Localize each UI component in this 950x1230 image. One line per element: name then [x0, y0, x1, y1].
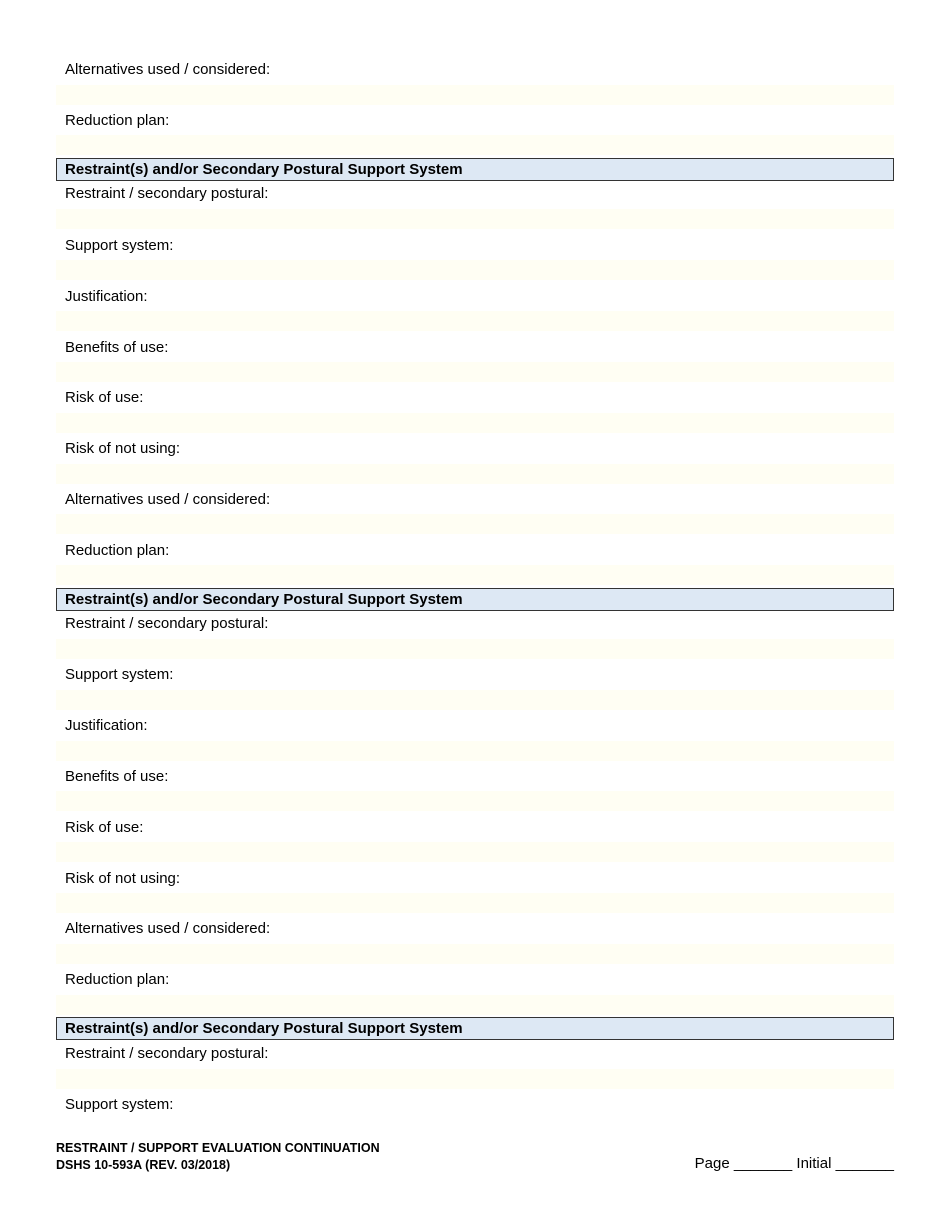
section-header	[56, 588, 894, 611]
alternatives-label: Alternatives used / considered:	[65, 920, 271, 937]
footer-form-title: RESTRAINT / SUPPORT EVALUATION CONTINUATION	[56, 1141, 380, 1155]
risk-of-use-label: Risk of use:	[65, 819, 144, 836]
footer-form-number: DSHS 10-593A (REV. 03/2018)	[56, 1158, 231, 1172]
reduction-plan-input[interactable]	[56, 565, 894, 585]
section-header-title: Restraint(s) and/or Secondary Postural Support System	[65, 1020, 463, 1037]
section-header-title: Restraint(s) and/or Secondary Postural Support System	[65, 591, 463, 608]
risk-of-not-using-input[interactable]	[56, 893, 894, 913]
benefits-of-use-label: Benefits of use:	[65, 339, 169, 356]
risk-of-use-input[interactable]	[56, 842, 894, 862]
risk-of-not-using-label: Risk of not using:	[65, 870, 181, 887]
restraint-secondary-postural-label: Restraint / secondary postural:	[65, 185, 269, 202]
reduction-plan-input[interactable]	[56, 995, 894, 1015]
risk-of-not-using-label: Risk of not using:	[65, 440, 181, 457]
support-system-label: Support system:	[65, 237, 174, 254]
footer-page-initial: Page _______ Initial _______	[694, 1155, 894, 1172]
support-system-input[interactable]	[56, 690, 894, 710]
restraint-secondary-postural-input[interactable]	[56, 1069, 894, 1089]
reduction-plan-input[interactable]	[56, 135, 894, 155]
support-system-label: Support system:	[65, 1096, 174, 1113]
justification-input[interactable]	[56, 741, 894, 761]
restraint-secondary-postural-label: Restraint / secondary postural:	[65, 1045, 269, 1062]
alternatives-input[interactable]	[56, 514, 894, 534]
justification-input[interactable]	[56, 311, 894, 331]
reduction-plan-label: Reduction plan:	[65, 542, 170, 559]
support-system-input[interactable]	[56, 260, 894, 280]
reduction-plan-label: Reduction plan:	[65, 112, 170, 129]
justification-label: Justification:	[65, 288, 148, 305]
risk-of-not-using-input[interactable]	[56, 464, 894, 484]
benefits-of-use-label: Benefits of use:	[65, 768, 169, 785]
benefits-of-use-input[interactable]	[56, 791, 894, 811]
restraint-secondary-postural-input[interactable]	[56, 209, 894, 229]
risk-of-use-input[interactable]	[56, 413, 894, 433]
benefits-of-use-input[interactable]	[56, 362, 894, 382]
alternatives-label: Alternatives used / considered:	[65, 491, 271, 508]
reduction-plan-label: Reduction plan:	[65, 971, 170, 988]
alternatives-input[interactable]	[56, 944, 894, 964]
section-header	[56, 158, 894, 181]
justification-label: Justification:	[65, 717, 148, 734]
restraint-secondary-postural-label: Restraint / secondary postural:	[65, 615, 269, 632]
section-header	[56, 1017, 894, 1040]
alternatives-label: Alternatives used / considered:	[65, 61, 271, 78]
risk-of-use-label: Risk of use:	[65, 389, 144, 406]
support-system-label: Support system:	[65, 666, 174, 683]
restraint-secondary-postural-input[interactable]	[56, 639, 894, 659]
section-header-title: Restraint(s) and/or Secondary Postural Support System	[65, 161, 463, 178]
alternatives-input[interactable]	[56, 85, 894, 105]
